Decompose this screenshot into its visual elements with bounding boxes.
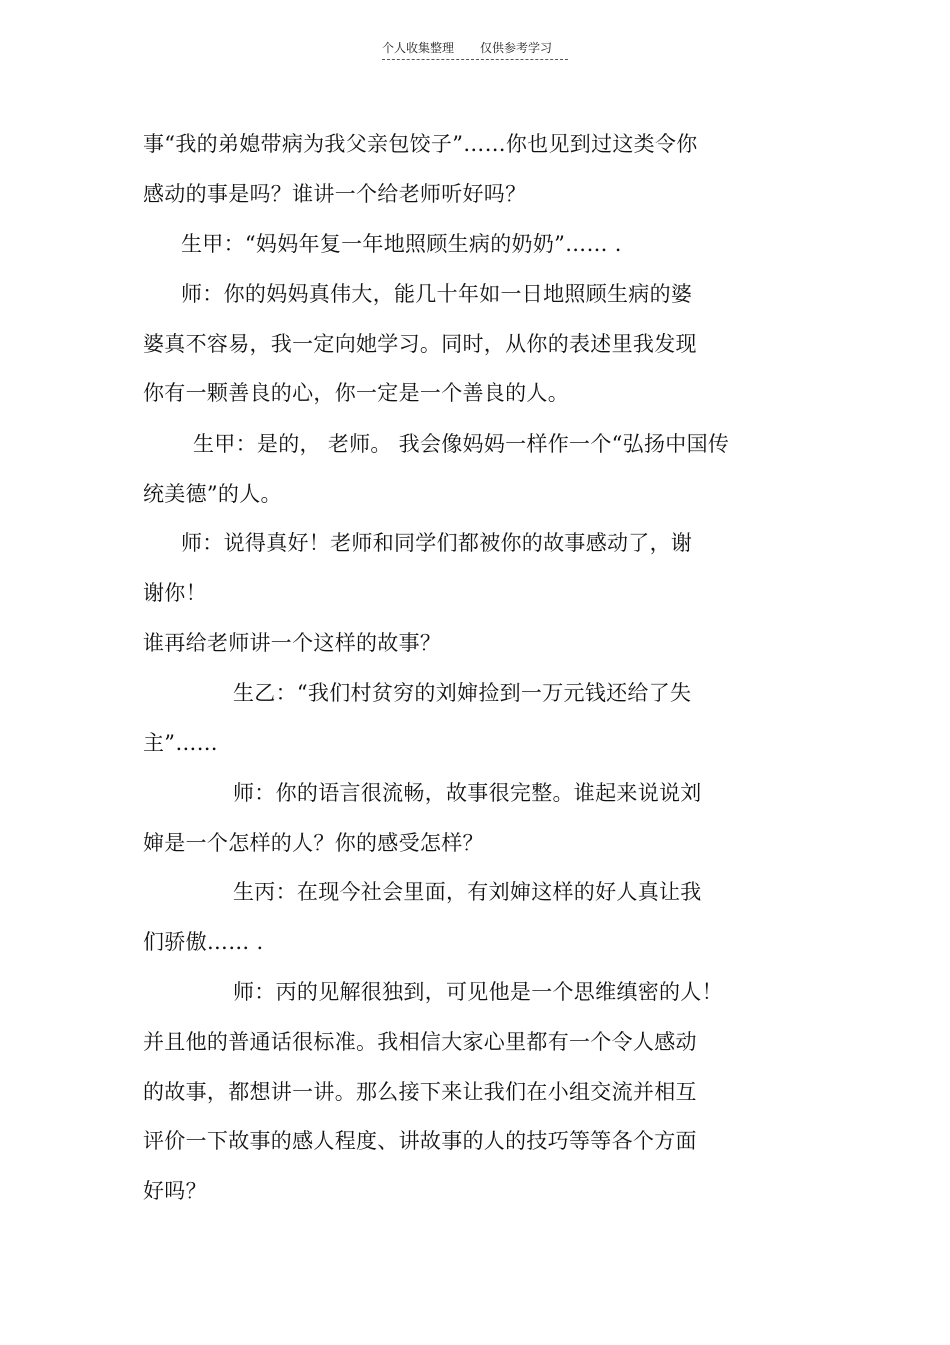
body-line-3: 生甲：“妈妈年复一年地照顾生病的奶奶”…… . [181, 232, 622, 256]
body-line-4: 师：你的妈妈真伟大，能几十年如一日地照顾生病的婆 [181, 282, 693, 306]
body-line-17: 们骄傲…… . [143, 930, 264, 954]
body-line-14: 师：你的语言很流畅，故事很完整。谁起来说说刘 [233, 781, 702, 805]
body-line-20: 的故事，都想讲一讲。那么接下来让我们在小组交流并相互 [143, 1080, 697, 1104]
body-line-5: 婆真不容易，我一定向她学习。同时，从你的表述里我发现 [143, 332, 697, 356]
body-line-2: 感动的事是吗？谁讲一个给老师听好吗？ [143, 182, 527, 206]
header-left-text: 个人收集整理 [382, 41, 455, 55]
body-line-15: 婶是一个怎样的人？你的感受怎样？ [143, 831, 484, 855]
body-line-1: 事“我的弟媳带病为我父亲包饺子”……你也见到过这类令你 [143, 132, 698, 156]
body-line-13: 主”…… [143, 731, 218, 755]
body-line-6: 你有一颗善良的心，你一定是一个善良的人。 [143, 381, 569, 405]
body-line-18: 师：丙的见解很独到，可见他是一个思维缜密的人！ [233, 980, 723, 1004]
page-header [382, 38, 568, 60]
body-line-7: 生甲：是的， 老师。 我会像妈妈一样作一个“弘扬中国传 [193, 432, 730, 456]
body-line-8: 统美德”的人。 [143, 482, 282, 506]
body-line-22: 好吗？ [143, 1179, 207, 1203]
header-right-text: 仅供参考学习 [480, 41, 553, 55]
body-line-21: 评价一下故事的感人程度、讲故事的人的技巧等等各个方面 [143, 1129, 697, 1153]
body-line-9: 师：说得真好！老师和同学们都被你的故事感动了，谢 [181, 531, 693, 555]
body-line-16: 生丙：在现今社会里面，有刘婶这样的好人真让我 [233, 880, 702, 904]
body-line-12: 生乙：“我们村贫穷的刘婶捡到一万元钱还给了失 [233, 681, 692, 705]
body-line-19: 并且他的普通话很标准。我相信大家心里都有一个令人感动 [143, 1030, 697, 1054]
body-line-11: 谁再给老师讲一个这样的故事？ [143, 631, 442, 655]
body-line-10: 谢你！ [143, 581, 207, 605]
